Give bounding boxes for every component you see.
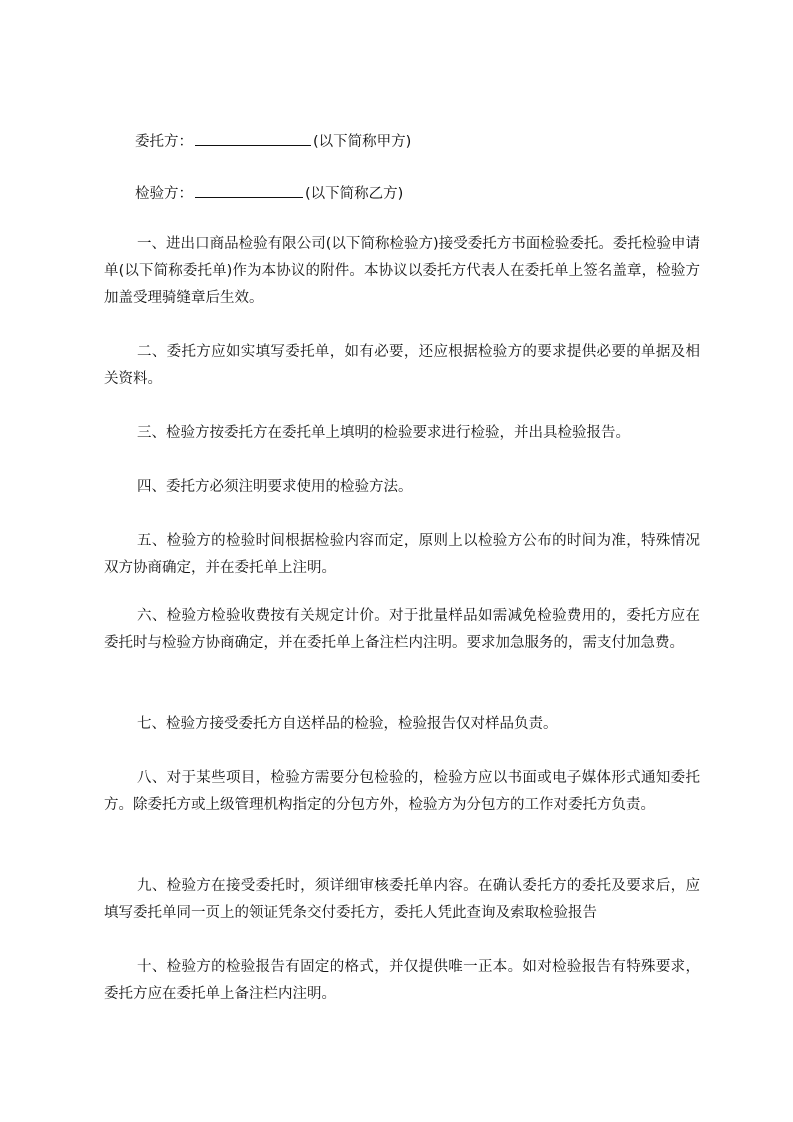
clause-2: 二、委托方应如实填写委托单，如有必要，还应根据检验方的要求提供必要的单据及相关资料。 — [104, 344, 700, 387]
clause-7: 七、检验方接受委托方自送样品的检验，检验报告仅对样品负责。 — [137, 716, 558, 732]
inspector-label: 检验方： — [135, 186, 193, 202]
client-name-blank — [195, 131, 311, 146]
clause-3: 三、检验方按委托方在委托单上填明的检验要求进行检验，并出具检验报告。 — [137, 425, 630, 441]
inspector-party-line — [135, 183, 403, 204]
clause-6: 六、检验方检验收费按有关规定计价。对于批量样品如需减免检验费用的，委托方应在委托时与检验方协商确定，并在委托单上备注栏内注明。要求加急服务的，需支付加急费。 — [104, 608, 700, 651]
clause-5: 五、检验方的检验时间根据检验内容而定，原则上以检验方公布的时间为准，特殊情况双方协商确定，并在委托单上注明。 — [104, 533, 700, 576]
inspector-name-blank — [195, 183, 303, 198]
inspector-suffix: (以下简称乙方) — [305, 186, 404, 202]
clause-8: 八、对于某些项目，检验方需要分包检验的，检验方应以书面或电子媒体形式通知委托方。除委托方或上级管理机构指定的分包方外，检验方为分包方的工作对委托方负责。 — [104, 770, 700, 813]
clause-1: 一、进出口商品检验有限公司(以下简称检验方)接受委托方书面检验委托。委托检验申请单(以下简称委托单)作为本协议的附件。本协议以委托方代表人在委托单上签名盖章，检验方加盖受理骑缝章后生效。 — [104, 236, 700, 306]
client-label: 委托方： — [135, 134, 193, 150]
client-party-line — [135, 131, 411, 152]
clause-10: 十、检验方的检验报告有固定的格式，并仅提供唯一正本。如对检验报告有特殊要求，委托方应在委托单上备注栏内注明。 — [104, 959, 700, 1002]
clause-4: 四、委托方必须注明要求使用的检验方法。 — [137, 479, 413, 495]
client-suffix: (以下简称甲方) — [313, 134, 412, 150]
clause-9: 九、检验方在接受委托时，须详细审核委托单内容。在确认委托方的委托及要求后，应填写委托单同一页上的领证凭条交付委托方，委托人凭此查询及索取检验报告 — [104, 878, 700, 921]
